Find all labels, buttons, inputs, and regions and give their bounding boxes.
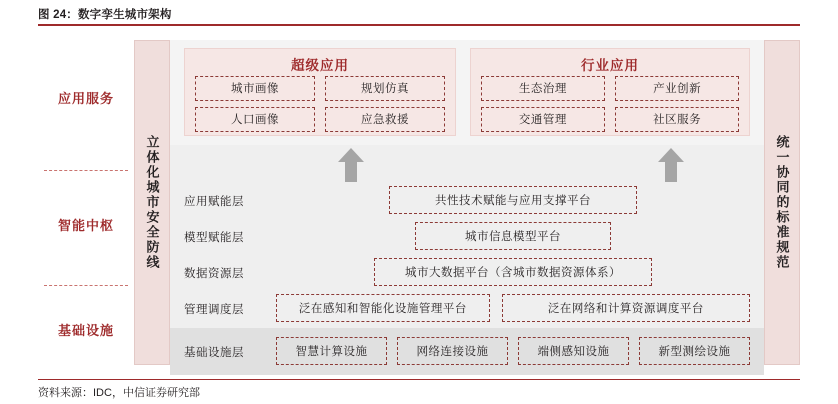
platform-box[interactable]: 共性技术赋能与应用支撑平台 — [389, 186, 637, 214]
figure-source: 资料来源：IDC，中信证券研究部 — [38, 387, 200, 399]
industry-application-items — [481, 76, 739, 132]
platform-box[interactable]: 城市大数据平台（含城市数据资源体系） — [374, 258, 652, 286]
layer-row-management-scheduling — [184, 292, 750, 326]
infrastructure-label: 基础设施层 — [184, 346, 244, 359]
left-label-application-services: 应用服务 — [57, 91, 114, 106]
top-divider — [38, 24, 800, 26]
platform-box[interactable]: 泛在感知和智能化设施管理平台 — [276, 294, 490, 322]
vertical-bar-security-line-text: 立体化城市安全防线 — [144, 135, 160, 270]
super-application-card — [184, 48, 456, 136]
industry-application-card — [470, 48, 750, 136]
figure-title: 图 24：数字孪生城市架构 — [38, 9, 172, 21]
vertical-bar-standards-text: 统一协同的标准规范 — [774, 135, 790, 270]
layer-label: 应用赋能层 — [184, 196, 244, 208]
layer-label: 数据资源层 — [184, 268, 244, 280]
infrastructure-box[interactable]: 端侧感知设施 — [518, 337, 629, 365]
layer-items — [276, 258, 750, 286]
super-application-items — [195, 76, 445, 132]
layer-row-application-enablement — [184, 184, 750, 218]
super-application-title: 超级应用 — [291, 58, 349, 73]
layer-label: 模型赋能层 — [184, 232, 244, 244]
infrastructure-box[interactable]: 网络连接设施 — [397, 337, 508, 365]
layer-label: 管理调度层 — [184, 304, 244, 316]
app-item[interactable]: 城市画像 — [195, 76, 315, 101]
bottom-divider — [38, 379, 800, 380]
left-divider-1 — [44, 170, 128, 171]
infrastructure-items — [276, 337, 750, 365]
diagram-body — [170, 40, 764, 365]
infrastructure-box[interactable]: 智慧计算设施 — [276, 337, 387, 365]
industry-application-title: 行业应用 — [581, 58, 639, 73]
app-item[interactable]: 交通管理 — [481, 107, 605, 132]
platform-box[interactable]: 泛在网络和计算资源调度平台 — [502, 294, 750, 322]
infrastructure-band — [170, 328, 764, 375]
left-label-column — [38, 30, 134, 375]
vertical-bar-security-line — [134, 40, 170, 365]
app-item[interactable]: 生态治理 — [481, 76, 605, 101]
left-label-intelligent-hub: 智能中枢 — [57, 218, 114, 233]
left-divider-2 — [44, 285, 128, 286]
up-arrow-icon — [658, 148, 684, 182]
application-band — [170, 40, 764, 145]
app-item[interactable]: 规划仿真 — [325, 76, 445, 101]
app-item[interactable]: 社区服务 — [615, 107, 739, 132]
layer-row-data-resource — [184, 256, 750, 290]
left-label-infrastructure: 基础设施 — [57, 323, 114, 338]
layer-items — [276, 294, 750, 322]
app-item[interactable]: 产业创新 — [615, 76, 739, 101]
app-item[interactable]: 应急救援 — [325, 107, 445, 132]
vertical-bar-standards — [764, 40, 800, 365]
layer-items — [276, 222, 750, 250]
layer-row-model-enablement — [184, 220, 750, 254]
app-item[interactable]: 人口画像 — [195, 107, 315, 132]
infrastructure-box[interactable]: 新型测绘设施 — [639, 337, 750, 365]
up-arrow-icon — [338, 148, 364, 182]
architecture-diagram — [38, 30, 800, 375]
layer-items — [276, 186, 750, 214]
platform-box[interactable]: 城市信息模型平台 — [415, 222, 611, 250]
